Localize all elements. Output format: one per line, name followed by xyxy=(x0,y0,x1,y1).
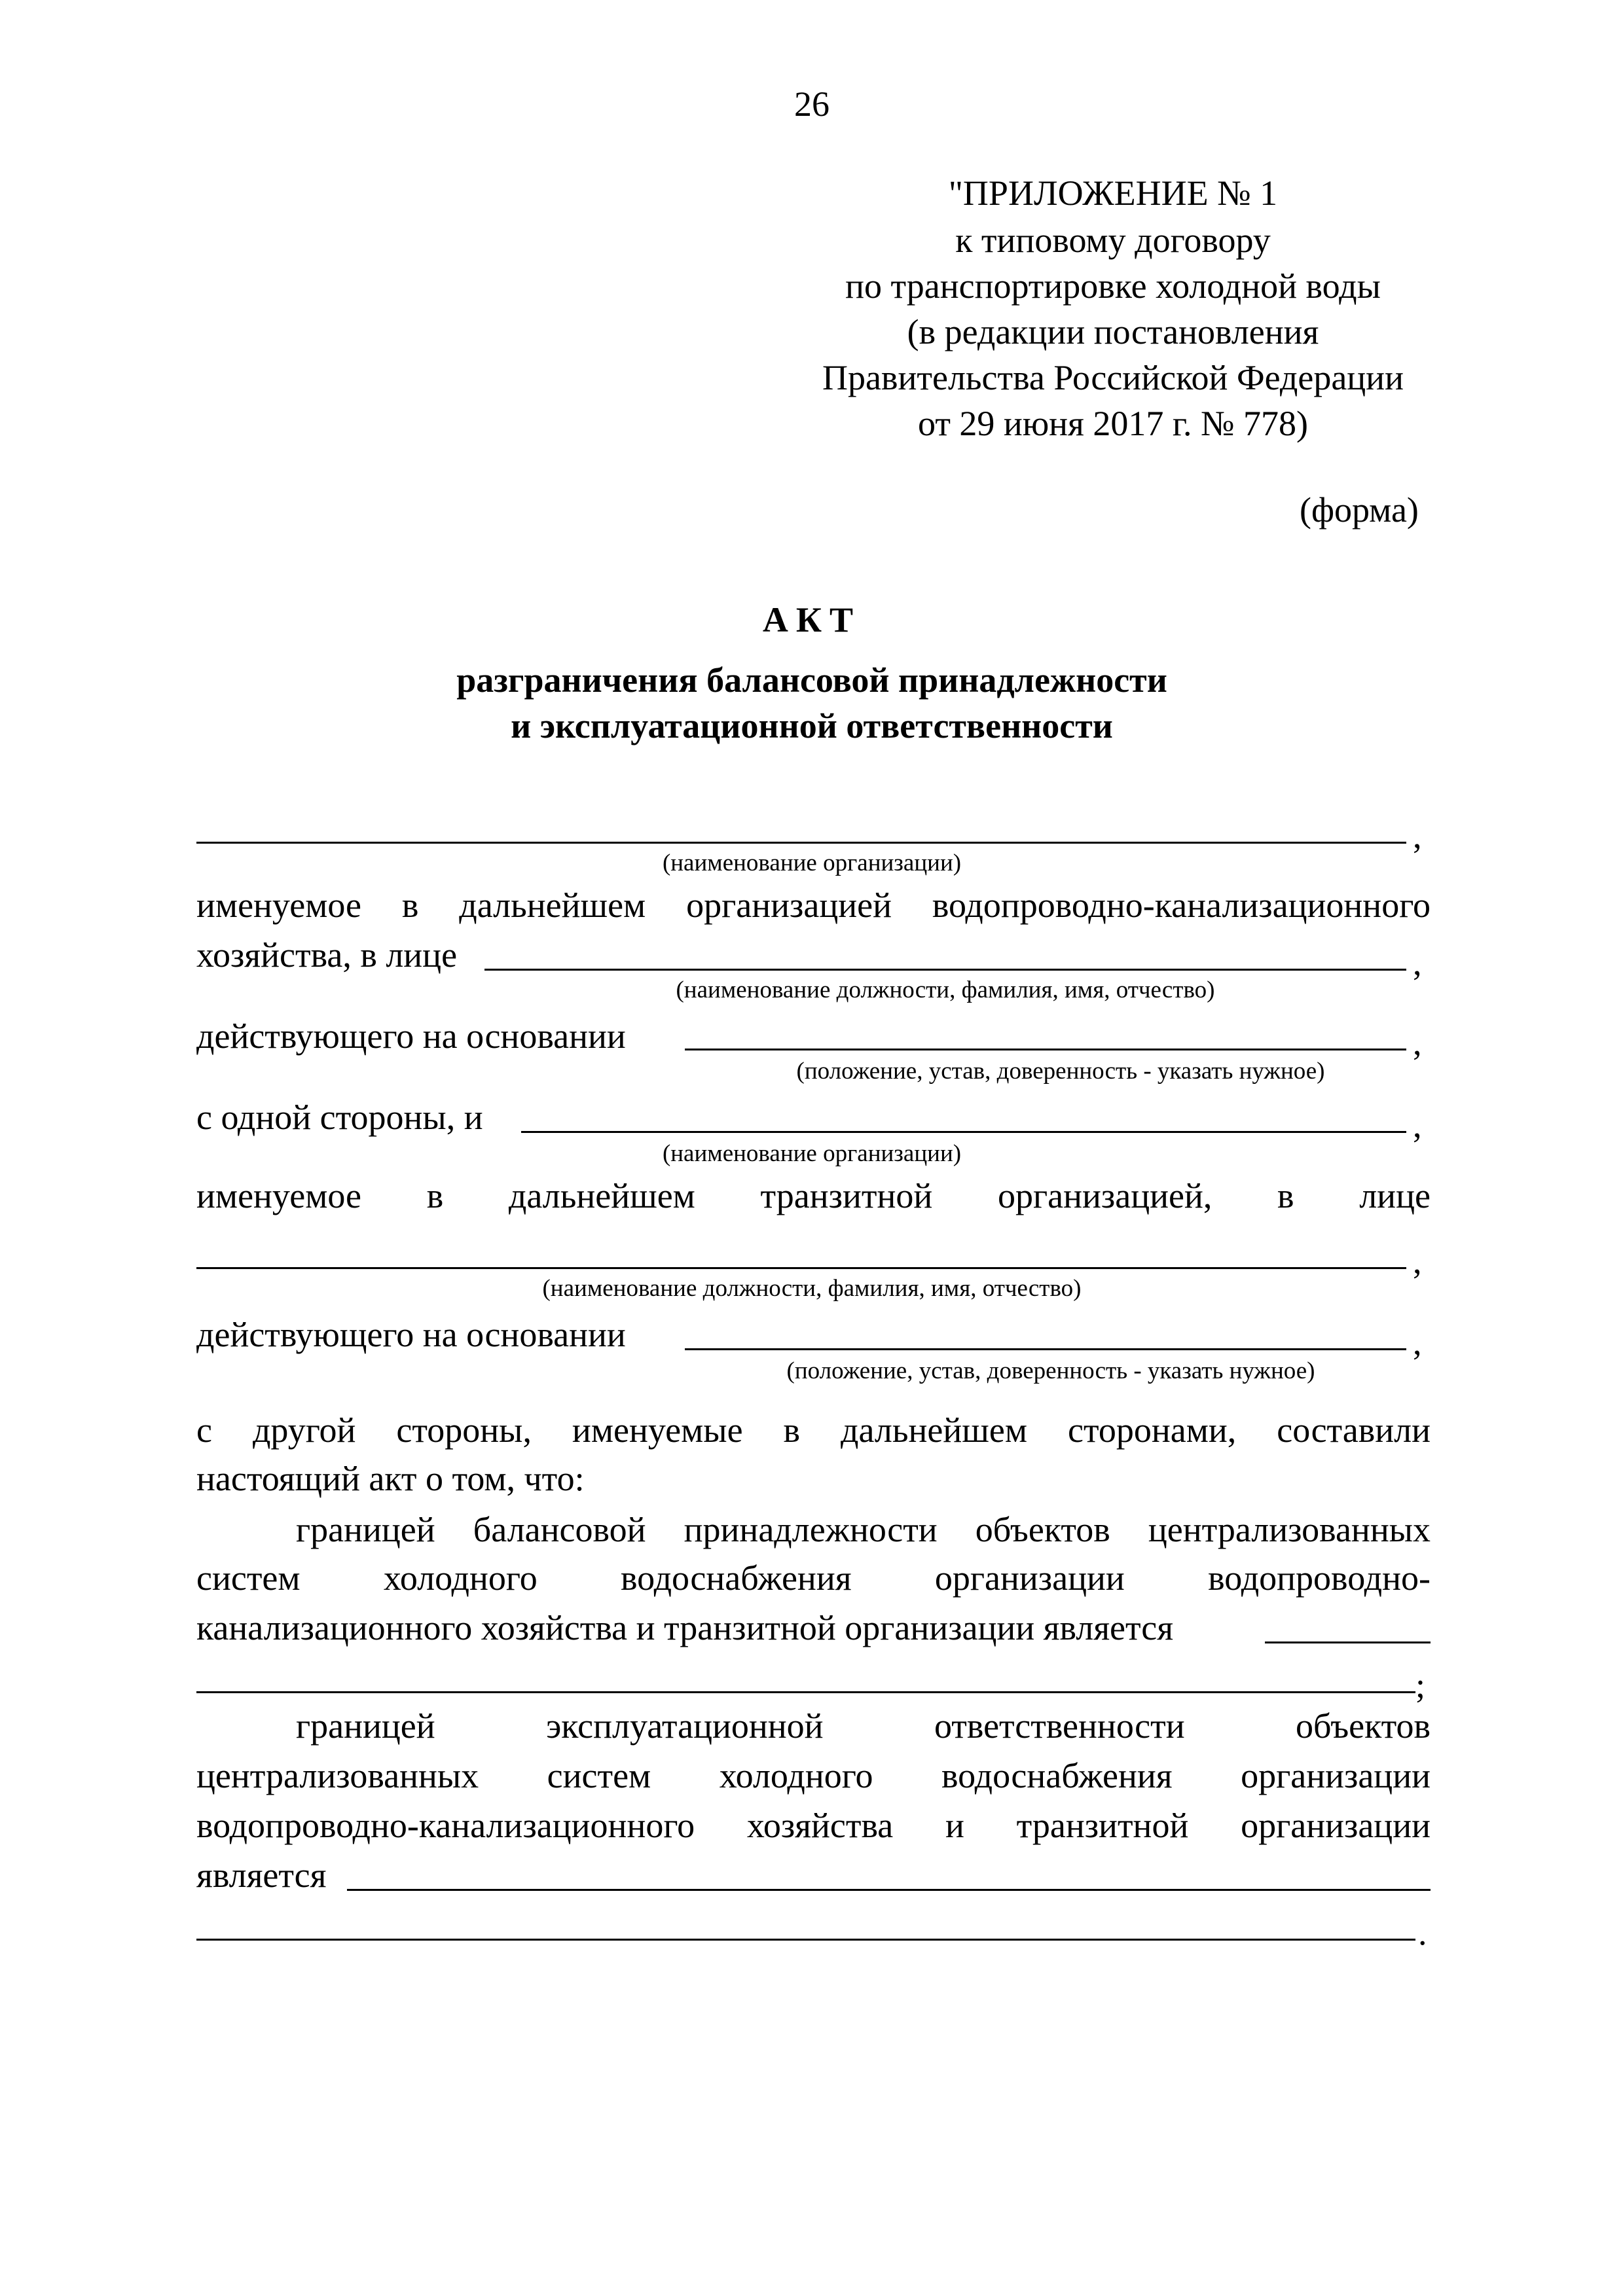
caption-position-name: (наименование должности, фамилия, имя, отчество) xyxy=(676,977,1215,1003)
appendix-line-4: (в редакции постановления xyxy=(907,312,1319,351)
org-name-blank[interactable] xyxy=(196,842,1406,844)
transit-org-blank[interactable] xyxy=(521,1131,1406,1133)
word: лице xyxy=(1359,1176,1431,1215)
word: в xyxy=(426,1176,444,1215)
balance-boundary-blank-1[interactable] xyxy=(1265,1641,1431,1643)
word: именуемое xyxy=(196,1176,361,1215)
word: транзитной xyxy=(760,1176,933,1215)
text-other-side: с другой стороны, именуемые в дальнейшем сторонами, составили xyxy=(196,1410,1431,1450)
text-this-act: настоящий акт о том, что: xyxy=(196,1459,585,1498)
text-named-vk: именуемое в дальнейшем организацией водопроводно-канализационного xyxy=(196,886,1431,925)
text-oper-boundary-2: централизованных систем холодного водоснабжения организации xyxy=(196,1756,1431,1795)
comma: , xyxy=(1413,1242,1422,1281)
oper-boundary-blank-2[interactable] xyxy=(196,1939,1415,1941)
appendix-line-2: к типовому договору xyxy=(955,221,1271,260)
act-title: АКТ xyxy=(762,600,862,639)
comma: , xyxy=(1413,1323,1422,1362)
word: дальнейшем xyxy=(508,1176,695,1215)
page-number: 26 xyxy=(794,84,830,124)
text-balance-boundary-3: канализационного хозяйства и транзитной организации является xyxy=(196,1608,1174,1647)
semicolon: ; xyxy=(1415,1666,1426,1705)
act-subtitle-2: и эксплуатационной ответственности xyxy=(511,706,1113,745)
transit-person-blank[interactable] xyxy=(196,1267,1406,1269)
text-oper-boundary-1: границей эксплуатационной ответственности объектов xyxy=(296,1706,1431,1746)
comma: , xyxy=(1413,1105,1422,1145)
appendix-line-3: по транспортировке холодной воды xyxy=(845,266,1381,306)
text-acting-basis: действующего на основании xyxy=(196,1315,626,1354)
text-oper-boundary-3: водопроводно-канализационного хозяйства и транзитной организации xyxy=(196,1806,1431,1845)
text-named-transit xyxy=(196,1178,1431,1213)
caption-position-name: (наименование должности, фамилия, имя, отчество) xyxy=(542,1275,1082,1302)
text-one-side: с одной стороны, и xyxy=(196,1098,483,1137)
oper-boundary-blank-1[interactable] xyxy=(347,1889,1431,1891)
period: . xyxy=(1418,1913,1427,1952)
comma: , xyxy=(1413,1023,1422,1062)
form-label: (форма) xyxy=(1300,490,1419,529)
text-household-in-person: хозяйства, в лице xyxy=(196,935,458,975)
caption-basis: (положение, устав, доверенность - указать нужное) xyxy=(796,1058,1325,1085)
vk-person-blank[interactable] xyxy=(484,969,1406,971)
caption-org-name: (наименование организации) xyxy=(662,850,962,876)
caption-basis: (положение, устав, доверенность - указать нужное) xyxy=(786,1357,1315,1384)
act-subtitle-1: разграничения балансовой принадлежности xyxy=(456,660,1167,700)
appendix-line-6: от 29 июня 2017 г. № 778) xyxy=(918,404,1308,443)
appendix-line-1: "ПРИЛОЖЕНИЕ № 1 xyxy=(948,173,1278,213)
word: организацией, xyxy=(997,1176,1213,1215)
transit-basis-blank[interactable] xyxy=(685,1348,1406,1350)
appendix-line-5: Правительства Российской Федерации xyxy=(822,358,1404,397)
balance-boundary-blank-2[interactable] xyxy=(196,1691,1415,1693)
word: в xyxy=(1277,1176,1294,1215)
text-balance-boundary-1: границей балансовой принадлежности объектов централизованных xyxy=(296,1510,1431,1549)
text-balance-boundary-2: систем холодного водоснабжения организации водопроводно- xyxy=(196,1558,1431,1598)
text-is: является xyxy=(196,1856,327,1895)
vk-basis-blank[interactable] xyxy=(685,1049,1406,1050)
comma: , xyxy=(1413,943,1422,982)
caption-org-name: (наименование организации) xyxy=(662,1140,962,1167)
comma: , xyxy=(1413,816,1422,855)
text-acting-basis: действующего на основании xyxy=(196,1016,626,1056)
